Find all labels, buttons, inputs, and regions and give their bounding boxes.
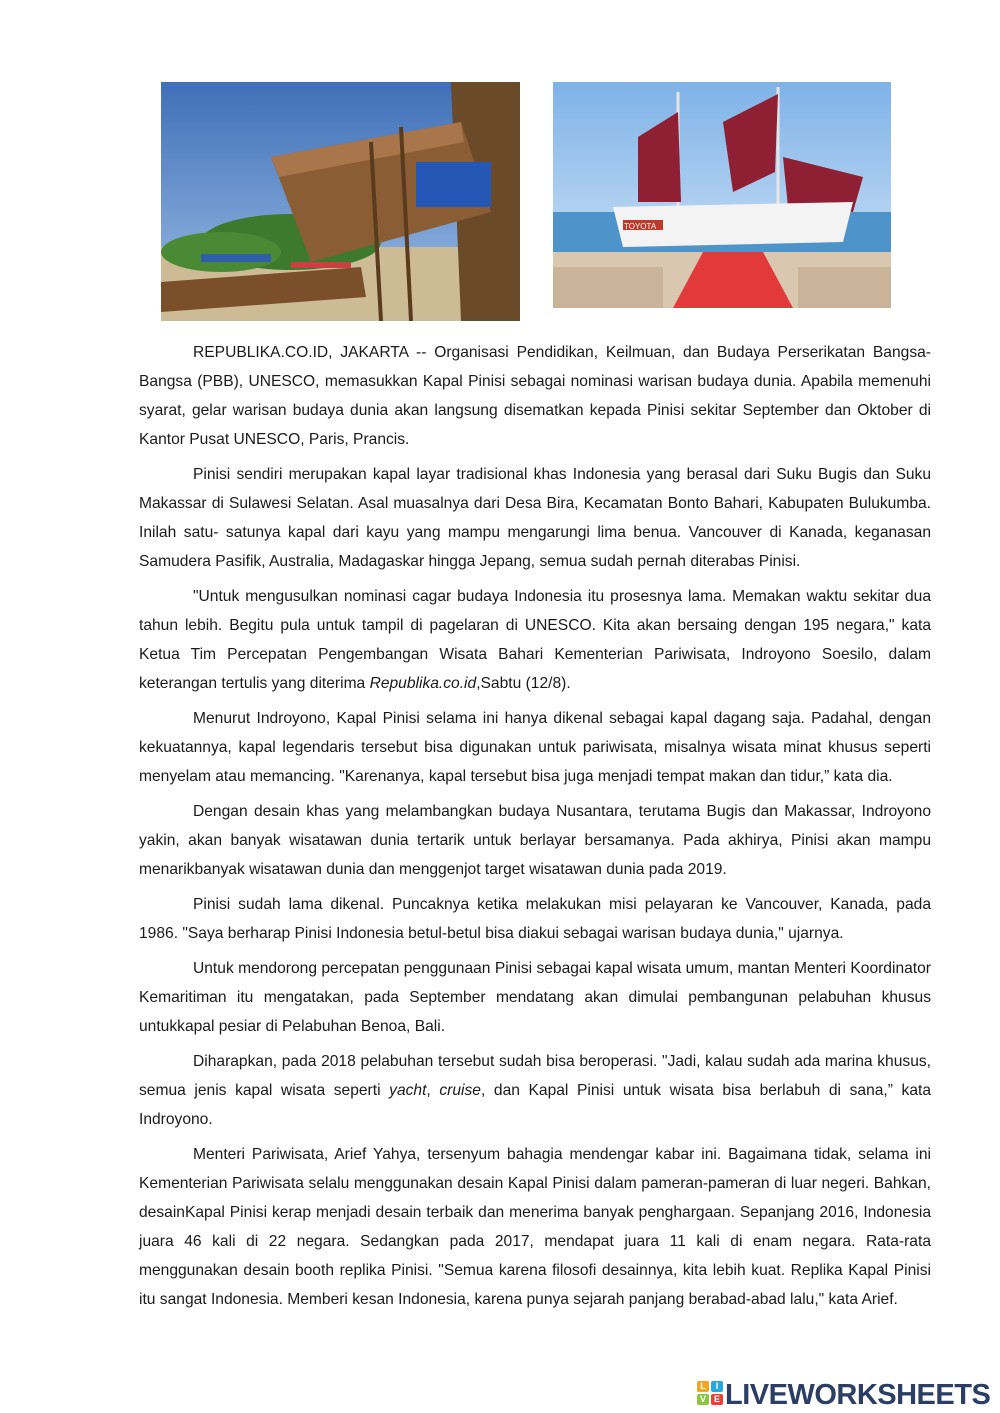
article-paragraph: Dengan desain khas yang melambangkan budaya Nusantara, terutama Bugis dan Makassar, Indroyono yakin, akan banyak wisatawan dunia tertarik untuk berlayar bersamanya. Pada akhirya, Pinisi akan mampu menarikbanyak wisatawan dunia dan menggenjot target wisatawan dunia pada 2019. bbox=[139, 803, 931, 878]
article-paragraph: "Untuk mengusulkan nominasi cagar budaya Indonesia itu prosesnya lama. Memakan waktu sekitar dua tahun lebih. Begitu pula untuk tampil di pagelaran di UNESCO. Kita akan bersaing dengan 195 negara," kata Ketua Tim Percepatan Pengembangan Wisata Bahari Kementerian Pariwisata, Indroyono Soesilo, dalam keterangan tertulis yang diterima Republika.co.id,Sabtu (12/8). bbox=[139, 588, 931, 692]
boat-construction-photo bbox=[161, 82, 520, 321]
banner-text: TOYOTA bbox=[624, 222, 657, 231]
article-paragraph: Diharapkan, pada 2018 pelabuhan tersebut sudah bisa beroperasi. "Jadi, kalau sudah ada marina khusus, semua jenis kapal wisata seperti yacht, cruise, dan Kapal Pinisi untuk wisata bisa berlabuh di sana,” kata Indroyono. bbox=[139, 1053, 932, 1128]
article-paragraph: Pinisi sendiri merupakan kapal layar tradisional khas Indonesia yang berasal dari Suku Bugis dan Suku Makassar di Sulawesi Selatan. Asal muasalnya dari Desa Bira, Kecamatan Bonto Bahari, Kabupaten Bulukumba. Inilah satu- satunya kapal dari kayu yang mampu mengarungi lima benua. Vancouver di Kanada, keganasan Samudera Pasifik, Australia, Madagaskar hingga Jepang, semua sudah pernah diterabas Pinisi. bbox=[139, 466, 931, 570]
article-paragraph: REPUBLIKA.CO.ID, JAKARTA -- Organisasi Pendidikan, Keilmuan, dan Budaya Perserikatan Bangsa-Bangsa (PBB), UNESCO, memasukkan Kapal Pinisi sebagai nominasi warisan budaya dunia. Apabila memenuhi syarat, gelar warisan budaya dunia akan langsung disematkan kepada Pinisi sekitar September dan Oktober di Kantor Pusat UNESCO, Paris, Prancis. bbox=[139, 344, 931, 448]
article-paragraph: Pinisi sudah lama dikenal. Puncaknya ketika melakukan misi pelayaran ke Vancouver, Kanada, pada 1986. "Saya berharap Pinisi Indonesia betul-betul bisa diakui sebagai warisan budaya dunia," ujarnya. bbox=[139, 896, 931, 942]
liveworksheets-mark-icon: L I V E bbox=[697, 1381, 725, 1407]
brand-name: LIVEWORKSHEETS bbox=[725, 1379, 991, 1411]
article-body bbox=[139, 338, 931, 1314]
boat-construction-image bbox=[161, 82, 520, 321]
pinisi-dock-image bbox=[553, 82, 891, 308]
article-paragraph: Menurut Indroyono, Kapal Pinisi selama ini hanya dikenal sebagai kapal dagang saja. Padahal, dengan kekuatannya, kapal legendaris tersebut bisa digunakan untuk pariwisata, misalnya wisata minat khusus seperti menyelam atau memancing. "Karenanya, kapal tersebut bisa juga menjadi tempat makan dan tidur,” kata dia. bbox=[139, 710, 931, 785]
liveworksheets-logo bbox=[697, 1378, 995, 1412]
pinisi-dock-photo bbox=[553, 82, 891, 308]
italic-text: cruise bbox=[439, 1082, 481, 1099]
italic-text: Republika.co.id bbox=[369, 675, 477, 692]
article-paragraph: Untuk mendorong percepatan penggunaan Pinisi sebagai kapal wisata umum, mantan Menteri Koordinator Kemaritiman itu mengatakan, pada September mendatang akan dimulai pembangunan pelabuhan khusus untukkapal pesiar di Pelabuhan Benoa, Bali. bbox=[139, 960, 931, 1035]
article-paragraph: Menteri Pariwisata, Arief Yahya, tersenyum bahagia mendengar kabar ini. Bagaimana tidak, selama ini Kementerian Pariwisata selalu menggunakan desain Kapal Pinisi dalam pameran-pameran di luar negeri. Bahkan, desainKapal Pinisi kerap menjadi desain terbaik dan menerima banyak penghargaan. Sepanjang 2016, Indonesia juara 46 kali di 22 negara. Sedangkan pada 2017, mendapat juara 11 kali di enam negara. Rata-rata menggunakan desain booth replika Pinisi. "Semua karena filosofi desainnya, kita lebih kuat. Replika Kapal Pinisi itu sangat Indonesia. Memberi kesan Indonesia, karena punya sejarah panjang berabad-abad lalu," kata Arief. bbox=[139, 1146, 931, 1308]
italic-text: yacht bbox=[389, 1082, 427, 1099]
